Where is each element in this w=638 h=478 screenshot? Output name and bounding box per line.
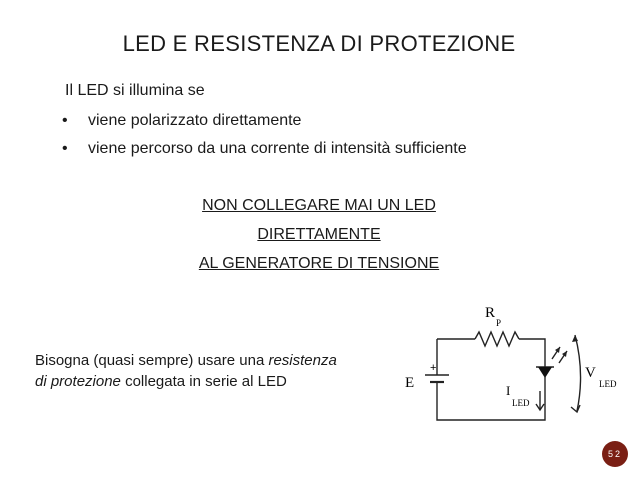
led-triangle: [538, 367, 552, 378]
circuit-diagram: [395, 295, 635, 430]
warning-line: [0, 197, 638, 215]
resistor-zigzag: [475, 332, 519, 346]
page-number: 52: [602, 441, 628, 467]
warning-text: NON COLLEGARE MAI UN LED: [202, 197, 436, 214]
bullet-item: [62, 112, 301, 130]
slide-title: LED E RESISTENZA DI PROTEZIONE: [122, 31, 516, 56]
wire-top-right: [519, 339, 545, 367]
note-text: [35, 350, 355, 392]
voltage-label: V: [585, 365, 596, 381]
bullet-text: viene polarizzato direttamente: [88, 112, 302, 129]
bullet-dot: •: [62, 140, 68, 157]
warning-line: [0, 255, 638, 273]
voltage-arrow: [575, 335, 581, 411]
note-italic: resistenza: [268, 352, 337, 369]
source-label: E: [405, 375, 415, 391]
warning-text: DIRETTAMENTE: [257, 226, 381, 243]
intro-text: Il LED si illumina se: [65, 82, 205, 99]
bullet-item: [62, 140, 467, 158]
current-subscript: LED: [512, 398, 530, 408]
warning-text: AL GENERATORE DI TENSIONE: [198, 255, 440, 272]
resistor-label: R: [485, 305, 496, 321]
bullet-dot: •: [62, 112, 68, 129]
note-part: Bisogna (quasi sempre) usare una: [35, 352, 269, 369]
bullet-text: viene percorso da una corrente di intensità sufficiente: [88, 140, 467, 157]
note-italic: di protezione: [35, 373, 121, 390]
note-part: collegata in serie al LED: [120, 373, 287, 390]
voltage-subscript: LED: [599, 379, 617, 389]
resistor-subscript: P: [496, 318, 502, 328]
current-label: I: [506, 383, 511, 398]
warning-line: [0, 226, 638, 244]
plus-sign: +: [430, 362, 437, 374]
